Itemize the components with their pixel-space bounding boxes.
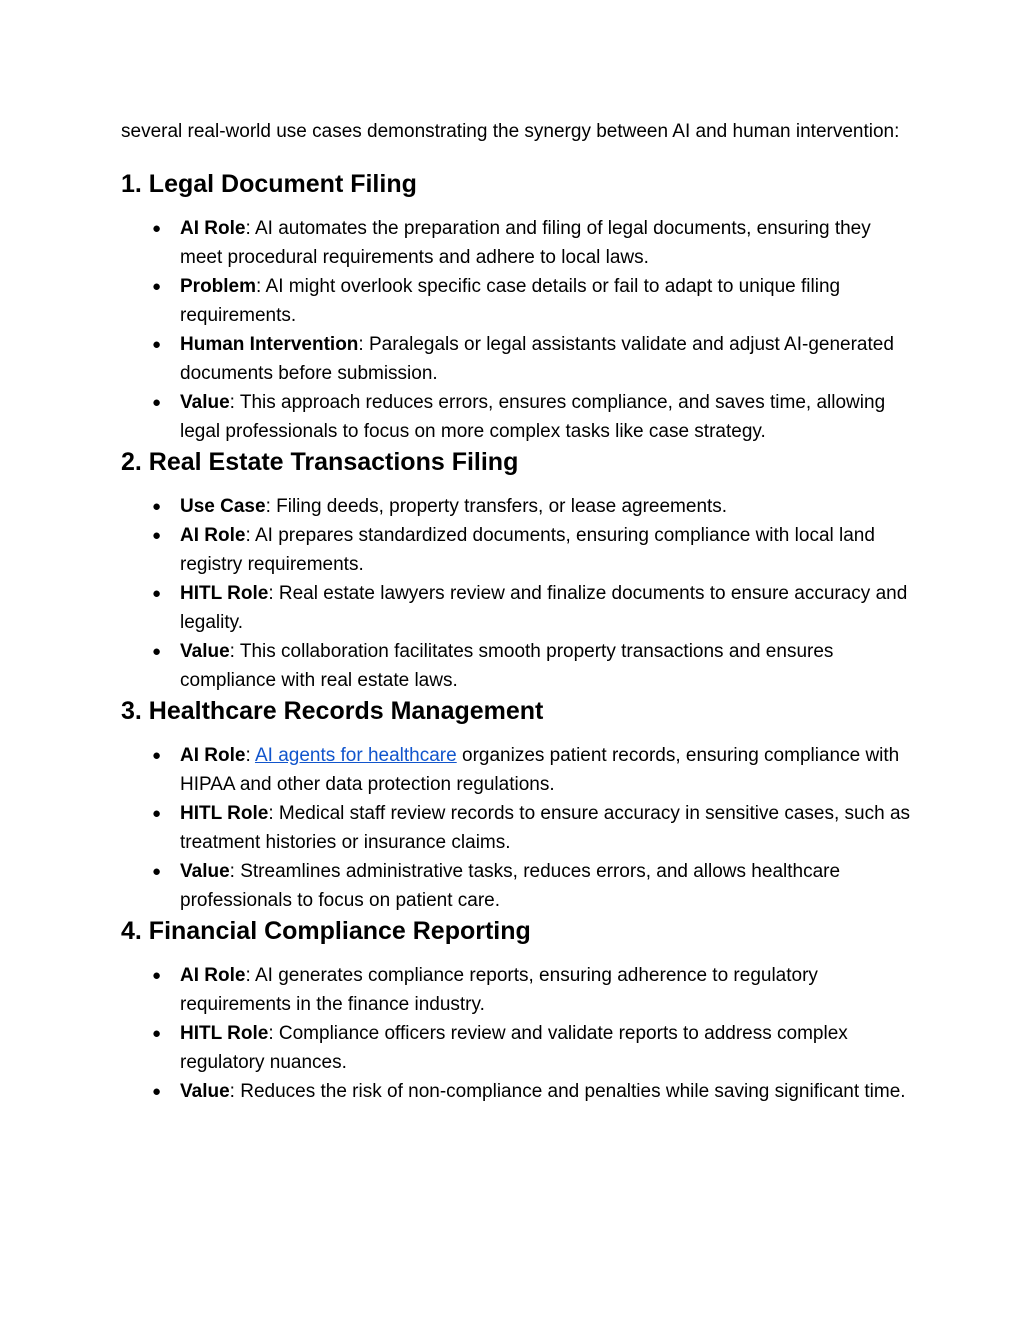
- item-label: AI Role: [180, 218, 246, 239]
- list-item: [121, 799, 914, 857]
- bullet-icon: ●: [152, 967, 162, 984]
- list-item: [121, 330, 914, 388]
- bullet-icon: ●: [152, 585, 162, 602]
- section-heading: 4. Financial Compliance Reporting: [121, 917, 531, 945]
- list-item: [121, 272, 914, 330]
- item-text: Medical staff review records to ensure accuracy in sensitive cases, such as treatment histories or insurance claims.: [180, 803, 911, 853]
- list-item: [121, 521, 914, 579]
- list-item: [121, 579, 914, 637]
- intro-paragraph: several real-world use cases demonstrating the synergy between AI and human intervention:: [121, 121, 900, 142]
- list-item: [121, 214, 914, 272]
- item-text: AI automates the preparation and filing of legal documents, ensuring they meet procedural requirements and adhere to local laws.: [180, 218, 871, 268]
- item-label: Human Intervention: [180, 334, 359, 355]
- list-item: [121, 1019, 914, 1077]
- item-text: Compliance officers review and validate reports to address complex regulatory nuances.: [180, 1023, 848, 1073]
- bullet-icon: ●: [152, 1083, 162, 1100]
- bullet-icon: ●: [152, 498, 162, 515]
- section-healthcare-records-management: [121, 695, 914, 915]
- list-item: [121, 637, 914, 695]
- list-item: [121, 388, 914, 446]
- bullet-icon: ●: [152, 863, 162, 880]
- bullet-icon: ●: [152, 805, 162, 822]
- section-heading: 3. Healthcare Records Management: [121, 697, 544, 725]
- bullet-list: [121, 961, 914, 1106]
- item-separator: :: [245, 745, 255, 766]
- list-item: [121, 741, 914, 799]
- item-separator: :: [245, 218, 255, 239]
- item-text: AI generates compliance reports, ensuring adherence to regulatory requirements in the finance industry.: [180, 965, 818, 1015]
- item-label: AI Role: [180, 965, 246, 986]
- item-separator: :: [358, 334, 369, 355]
- bullet-list: [121, 214, 914, 446]
- item-label: Value: [180, 861, 230, 882]
- list-item: [121, 961, 914, 1019]
- section-heading: 2. Real Estate Transactions Filing: [121, 448, 519, 476]
- list-item: [121, 857, 914, 915]
- ai-agents-healthcare-link[interactable]: AI agents for healthcare: [254, 745, 457, 766]
- section-real-estate-transactions-filing: [121, 446, 914, 695]
- item-text: This collaboration facilitates smooth property transactions and ensures compliance with real estate laws.: [180, 641, 834, 691]
- bullet-icon: ●: [152, 527, 162, 544]
- list-item: [121, 1077, 914, 1106]
- item-text: Reduces the risk of non-compliance and penalties while saving significant time.: [240, 1081, 906, 1102]
- item-separator: :: [229, 861, 241, 882]
- item-label: Value: [180, 1081, 230, 1102]
- item-label: HITL Role: [180, 583, 269, 604]
- item-label: Value: [180, 641, 230, 662]
- section-heading: 1. Legal Document Filing: [121, 170, 417, 198]
- item-separator: :: [245, 965, 255, 986]
- bullet-icon: ●: [152, 278, 162, 295]
- item-text: Real estate lawyers review and finalize documents to ensure accuracy and legality.: [180, 583, 908, 633]
- item-separator: :: [229, 641, 240, 662]
- item-separator: :: [256, 276, 266, 297]
- item-label: AI Role: [180, 525, 246, 546]
- item-text: AI prepares standardized documents, ensuring compliance with local land registry requirements.: [180, 525, 875, 575]
- section-legal-document-filing: [121, 168, 914, 446]
- section-financial-compliance-reporting: [121, 915, 914, 1106]
- item-text: Filing deeds, property transfers, or lease agreements.: [276, 496, 728, 517]
- bullet-icon: ●: [152, 336, 162, 353]
- item-label: Problem: [180, 276, 257, 297]
- item-label: HITL Role: [180, 803, 269, 824]
- bullet-icon: ●: [152, 394, 162, 411]
- item-text: Streamlines administrative tasks, reduces errors, and allows healthcare professionals to focus on patient care.: [180, 861, 841, 911]
- item-separator: :: [268, 803, 279, 824]
- item-text: This approach reduces errors, ensures compliance, and saves time, allowing legal professionals to focus on more complex tasks like case strategy.: [180, 392, 886, 442]
- bullet-icon: ●: [152, 643, 162, 660]
- item-label: HITL Role: [180, 1023, 269, 1044]
- item-separator: :: [229, 1081, 241, 1102]
- bullet-list: [121, 492, 914, 695]
- item-text: organizes patient records, ensuring compliance with HIPAA and other data protection regulations.: [180, 745, 900, 795]
- item-separator: :: [245, 525, 255, 546]
- item-separator: :: [265, 496, 277, 517]
- item-separator: :: [268, 1023, 279, 1044]
- bullet-icon: ●: [152, 220, 162, 237]
- item-text: Paralegals or legal assistants validate and adjust AI-generated documents before submission.: [180, 334, 894, 384]
- list-item: [121, 492, 914, 521]
- bullet-icon: ●: [152, 1025, 162, 1042]
- item-text: AI might overlook specific case details or fail to adapt to unique filing requirements.: [180, 276, 841, 326]
- item-separator: :: [268, 583, 279, 604]
- item-label: Value: [180, 392, 230, 413]
- bullet-icon: ●: [152, 747, 162, 764]
- item-label: AI Role: [180, 745, 246, 766]
- item-separator: :: [229, 392, 240, 413]
- bullet-list: [121, 741, 914, 915]
- item-label: Use Case: [180, 496, 266, 517]
